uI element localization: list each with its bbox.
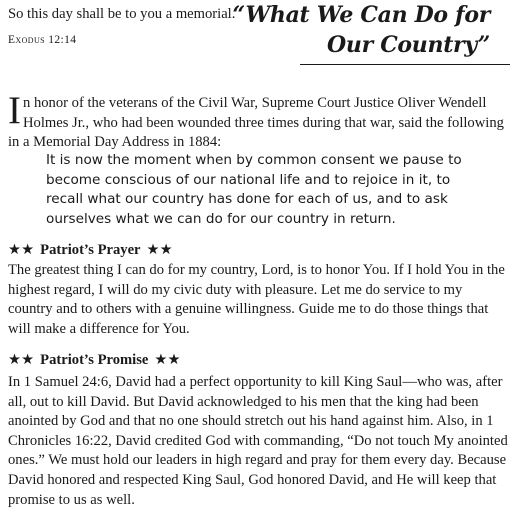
promise-heading-text: Patriot’s Promise [40, 352, 149, 368]
promise-heading [8, 351, 181, 369]
star-icon: ★★ [154, 352, 181, 368]
drop-cap: I [8, 89, 21, 132]
prayer-text: The greatest thing I can do for my country, Lord, is to honor You. If I hold You in the highest regard, I will do my civic duty with pleasure. Let me do service to my country and to others with a genuine willingness. Guide me to do those things that will make a difference for You. [8, 262, 505, 337]
star-icon: ★★ [8, 242, 35, 258]
promise-text: In 1 Samuel 24:6, David had a perfect opportunity to kill King Saul—who was, after all, out to kill David. But David acknowledged to his men that the king had been anointed by God and that no one should stretch out his hand against him. Also, in 1 Chronicles 16:22, David credited God with commanding, “Do not touch My anointed ones.” We must hold our leaders in high regard and pray for them every day. Because David honored and respected King Saul, God honored David, and He will keep that promise to us as well. [8, 374, 508, 508]
verse-reference: Exodus 12:14 [8, 34, 77, 46]
title-line-2: Our Country” [327, 32, 490, 58]
intro-text: n honor of the veterans of the Civil War, Supreme Court Justice Oliver Wendell Holmes Jr., who had been wounded three times during that war, said the following in a Memorial Day Address in 1884: [8, 95, 504, 150]
intro-paragraph [8, 89, 508, 153]
prayer-heading [8, 241, 173, 259]
star-icon: ★★ [146, 242, 173, 258]
page-title [233, 0, 490, 60]
holmes-quote: It is now the moment when by common consent we pause to become conscious of our national life and to rejoice in it, to recall what our country has done for each of us, and to ask ourselves what we can do for our country in return. [46, 152, 462, 227]
title-line-1: “What We Can Do for [232, 2, 490, 28]
prayer-heading-text: Patriot’s Prayer [40, 242, 141, 258]
star-icon: ★★ [8, 352, 35, 368]
title-rule [300, 64, 510, 65]
verse-text: So this day shall be to you a memorial. [8, 6, 236, 22]
